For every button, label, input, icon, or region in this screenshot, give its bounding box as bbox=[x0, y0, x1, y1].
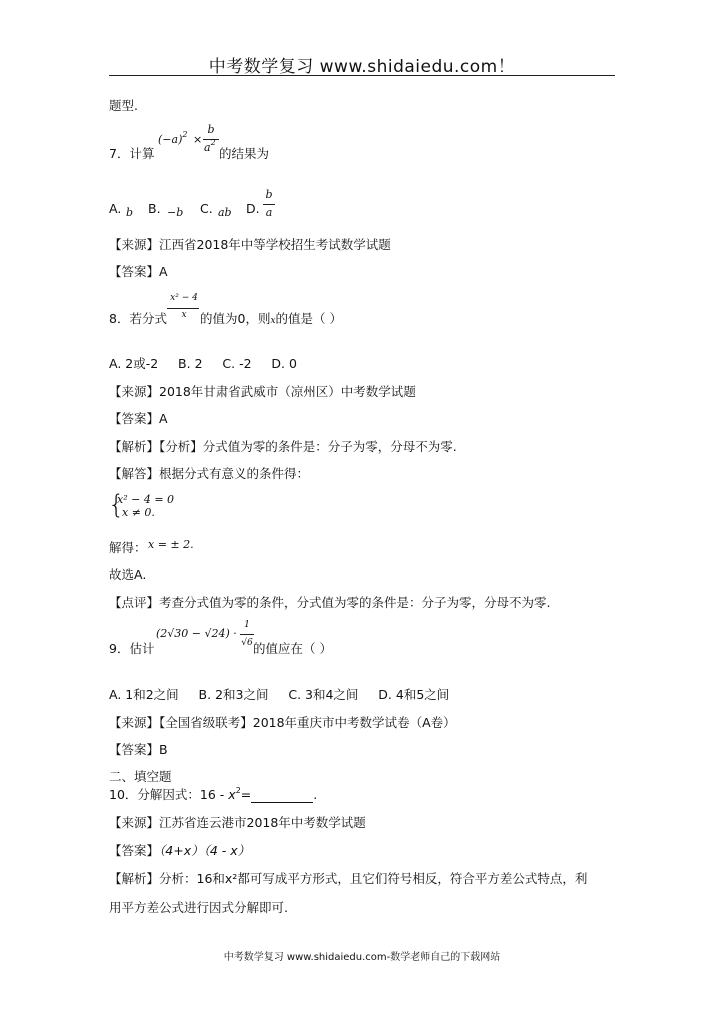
q10-source: 【来源】江苏省连云港市2018年中考数学试题 bbox=[109, 815, 366, 830]
q9-frac-bar bbox=[240, 634, 254, 635]
q7-option-d-den: a bbox=[265, 206, 273, 219]
q7-option-d-label: D. bbox=[246, 201, 260, 216]
q8-comment: 【点评】考查分式值为零的条件，分式值为零的条件是：分子为零，分母不为零. bbox=[109, 595, 551, 610]
q8-options: A. 2或-2 B. 2 C. -2 D. 0 bbox=[109, 356, 297, 371]
q9-suffix: 的值应在（ ） bbox=[253, 641, 332, 656]
q8-solve-label: 解得： bbox=[109, 540, 147, 555]
q8-analysis: 【解析】【分析】分式值为零的条件是：分子为零，分母不为零. bbox=[109, 439, 457, 454]
q9-prefix: 9．估计 bbox=[109, 641, 155, 656]
q7-frac-num: b bbox=[207, 123, 215, 136]
q7-times: × bbox=[193, 133, 203, 146]
q9-options: A. 1和2之间 B. 2和3之间 C. 3和4之间 D. 4和5之间 bbox=[109, 687, 450, 702]
q8-solution-title: 【解答】根据分式有意义的条件得： bbox=[109, 466, 310, 481]
q9-source: 【来源】【全国省级联考】2018年重庆市中考数学试卷（A卷） bbox=[109, 715, 456, 730]
q10-answer-blank[interactable] bbox=[251, 790, 313, 803]
q7-expr-left: $(-a)^2$ bbox=[158, 130, 188, 146]
q8-solve-value: x = ± 2. bbox=[148, 538, 194, 551]
q8-frac-den: x bbox=[181, 310, 187, 320]
q10-analysis-line1: 【解析】分析：16和x²都可写成平方形式，且它们符号相反，符合平方差公式特点，利 bbox=[109, 871, 588, 886]
q7-source: 【来源】江西省2018年中等学校招生考试数学试题 bbox=[109, 237, 391, 252]
q8-system-brace: { bbox=[108, 490, 125, 520]
q7-option-d-num: b bbox=[265, 188, 273, 201]
q7-option-a-label: A. bbox=[109, 201, 122, 216]
q7-frac-den: $a^2$ bbox=[204, 138, 216, 154]
q7-option-b-value: −b bbox=[167, 206, 184, 219]
q8-suffix: 的值为0，则x的值是（ ） bbox=[200, 311, 343, 326]
q9-frac-num: 1 bbox=[244, 620, 250, 630]
q8-source: 【来源】2018年甘肃省武威市（凉州区）中考数学试题 bbox=[109, 384, 416, 399]
q7-option-b-label: B. bbox=[148, 201, 161, 216]
q9-expr: (2√30 − √24) · bbox=[156, 627, 237, 640]
q8-prefix: 8．若分式 bbox=[109, 311, 167, 326]
page-footer: 中考数学复习 www.shidaiedu.com-数学老师自己的下载网站 bbox=[223, 952, 501, 963]
q7-answer: 【答案】A bbox=[109, 264, 168, 279]
q7-prefix: 7．计算 bbox=[109, 146, 155, 161]
q8-answer: 【答案】A bbox=[109, 411, 168, 426]
q8-system-line2: x ≠ 0. bbox=[122, 506, 155, 519]
section-title: 二、填空题 bbox=[109, 769, 172, 784]
intro-text: 题型. bbox=[109, 98, 138, 113]
header-rule bbox=[109, 75, 615, 76]
q9-answer: 【答案】B bbox=[109, 742, 168, 757]
q9-frac-den: √6 bbox=[241, 638, 253, 648]
q8-system-line1: x² − 4 = 0 bbox=[117, 493, 175, 506]
q10-analysis-line2: 用平方差公式进行因式分解即可. bbox=[109, 900, 288, 915]
q10-answer: 【答案】（4+x）（4 - x） bbox=[109, 843, 251, 858]
q7-suffix: 的结果为 bbox=[219, 146, 270, 161]
q8-frac-num: x² − 4 bbox=[170, 293, 198, 303]
q8-frac-bar bbox=[167, 308, 199, 309]
page-header: 中考数学复习 www.shidaiedu.com！ bbox=[208, 57, 516, 77]
q7-option-a-value: b bbox=[126, 206, 134, 219]
q7-option-c-label: C. bbox=[200, 201, 213, 216]
q7-option-d-bar bbox=[263, 204, 275, 205]
q7-option-c-value: ab bbox=[218, 206, 232, 219]
q8-choose: 故选A. bbox=[109, 567, 147, 582]
q10-line: 10．分解因式：$16 - x^2=$ . bbox=[109, 786, 318, 802]
